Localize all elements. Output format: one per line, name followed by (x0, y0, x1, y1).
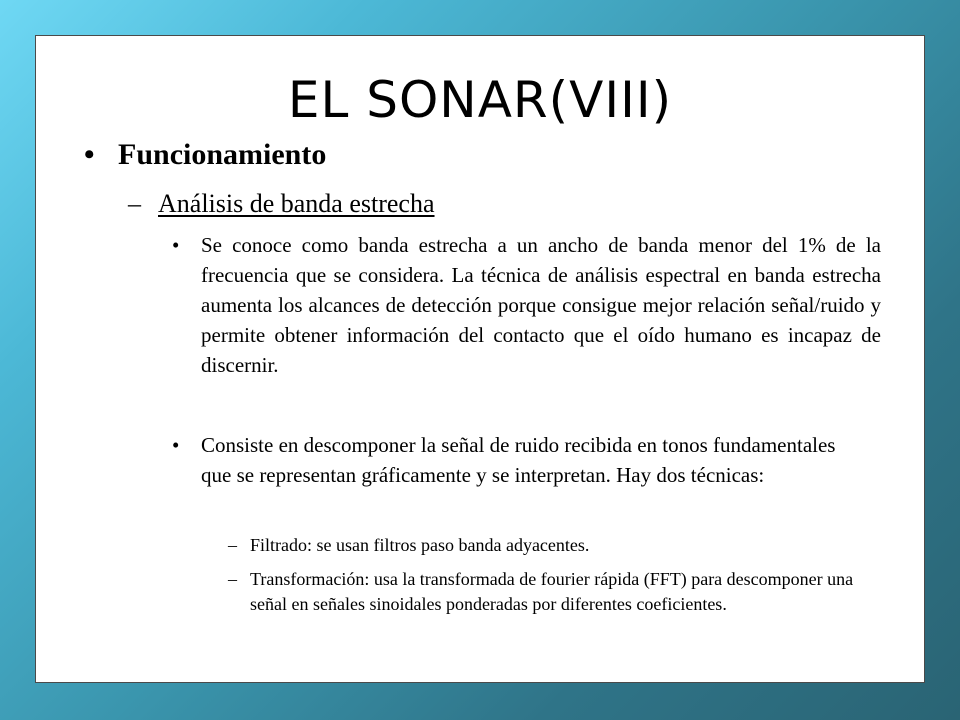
dash-marker: – (128, 189, 141, 218)
bullet-item-2 (172, 430, 862, 490)
bullet-item-1 (172, 230, 881, 380)
sub-bullet-text-2: Transformación: usa la transformada de fourier rápida (FFT) para descomponer una señal en señales sinoidales ponderadas por diferentes coeficientes. (250, 569, 854, 614)
bullet-marker: • (172, 233, 180, 257)
bullet-text-2: Consiste en descomponer la señal de ruido recibida en tonos fundamentales que se representan gráficamente y se interpretan. Hay dos técnicas: (201, 433, 836, 487)
level2-item (128, 188, 435, 220)
bullet-marker: • (84, 138, 95, 171)
bullet-marker: • (172, 433, 180, 457)
level1-item (84, 137, 326, 173)
sub-bullet-item-2 (228, 567, 858, 617)
slide-title: EL SONAR(VIII) (287, 71, 673, 129)
subheading-text: Análisis de banda estrecha (158, 189, 435, 218)
dash-marker: – (228, 535, 237, 555)
dash-marker: – (228, 569, 237, 589)
bullet-text-1: Se conoce como banda estrecha a un ancho de banda menor del 1% de la frecuencia que se considera. La técnica de análisis espectral en banda estrecha aumenta los alcances de detección porque consigue mejor relación señal/ruido y permite obtener información del contacto que el oído humano es incapaz de discernir. (201, 233, 881, 377)
sub-bullet-text-1: Filtrado: se usan filtros paso banda adyacentes. (250, 535, 590, 555)
heading-text: Funcionamiento (118, 138, 327, 171)
sub-bullet-item-1 (228, 533, 858, 558)
